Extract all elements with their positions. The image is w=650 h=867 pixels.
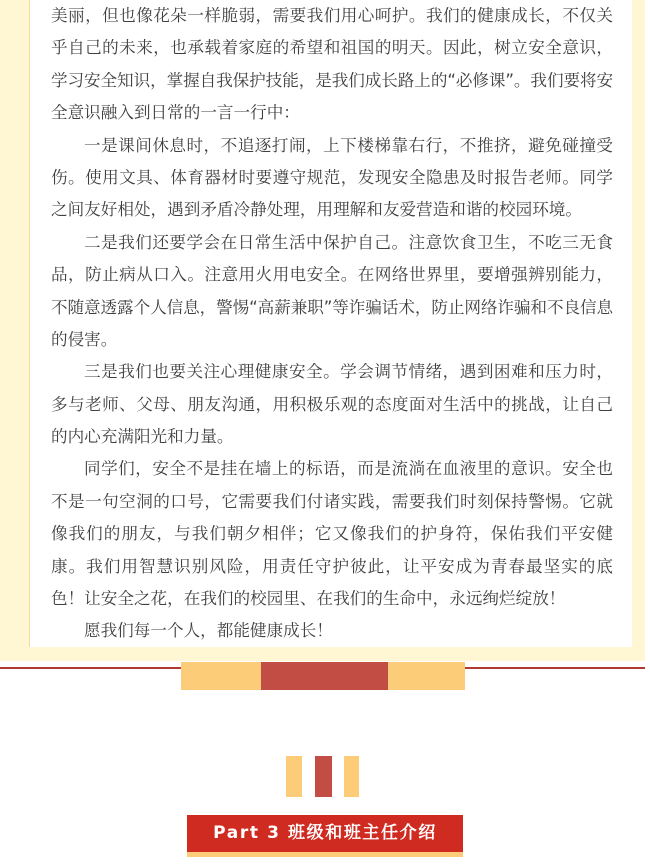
article-line: 美丽，但也像花朵一样脆弱，需要我们用心呵护。我们的健康成长，不仅关 (51, 6, 613, 25)
article-line: 三是我们也要关注心理健康安全。学会调节情绪，遇到困难和压力时， (84, 362, 613, 382)
article-line: 同学们，安全不是挂在墙上的标语，而是流淌在血液里的意识。安全也 (84, 459, 613, 479)
decor-bar-right (344, 756, 359, 797)
decor-bar-center (315, 756, 332, 797)
section-header-banner (187, 815, 463, 852)
article-line: 乎自己的未来，也承载着家庭的希望和祖国的明天。因此，树立安全意识， (51, 38, 613, 58)
article-line: 的侵害。 (51, 329, 118, 349)
article-line: 不是一句空洞的口号，它需要我们付诸实践，需要我们时刻保持警惕。它就 (51, 491, 613, 511)
article-line: 愿我们每一个人，都能健康成长！ (84, 621, 333, 641)
article-line: 康。我们用智慧识别风险，用责任守护彼此，让平安成为青春最坚实的底 (51, 556, 613, 576)
article-panel (29, 0, 632, 647)
article-line: 二是我们还要学会在日常生活中保护自己。注意饮食卫生，不吃三无食 (84, 232, 613, 252)
article-line: 学习安全知识，掌握自我保护技能，是我们成长路上的“必修课”。我们要将安 (51, 70, 613, 90)
article-line: 全意识融入到日常的一言一行中： (51, 103, 300, 123)
divider-block-center (261, 662, 388, 690)
decor-bar-left (286, 756, 302, 797)
article-line: 伤。使用文具、体育器材时要遵守规范，发现安全隐患及时报告老师。同学 (51, 167, 613, 187)
article-line: 像我们的朋友，与我们朝夕相伴；它又像我们的护身符，保佑我们平安健 (51, 524, 613, 544)
article-line: 之间友好相处，遇到矛盾冷静处理，用理解和友爱营造和谐的校园环境。 (51, 200, 582, 220)
article-line: 不随意透露个人信息，警惕“高薪兼职”等诈骗话术，防止网络诈骗和不良信息 (51, 297, 613, 317)
article-line: 色！让安全之花，在我们的校园里、在我们的生命中，永远绚烂绽放！ (51, 589, 566, 609)
article-line: 一是课间休息时，不追逐打闹，上下楼梯靠右行，不推挤，避免碰撞受 (84, 135, 613, 155)
article-line: 多与老师、父母、朋友沟通，用积极乐观的态度面对生活中的挑战，让自己 (51, 394, 613, 414)
article-line: 的内心充满阳光和力量。 (51, 427, 234, 447)
article-line: 品，防止病从口入。注意用火用电安全。在网络世界里，要增强辨别能力， (51, 265, 613, 285)
divider-block-left (181, 662, 261, 690)
section-header-underline (187, 852, 463, 857)
article-body (51, 0, 613, 648)
section-header-title: Part 3 班级和班主任介绍 (213, 823, 437, 843)
divider-block-right (388, 662, 465, 690)
